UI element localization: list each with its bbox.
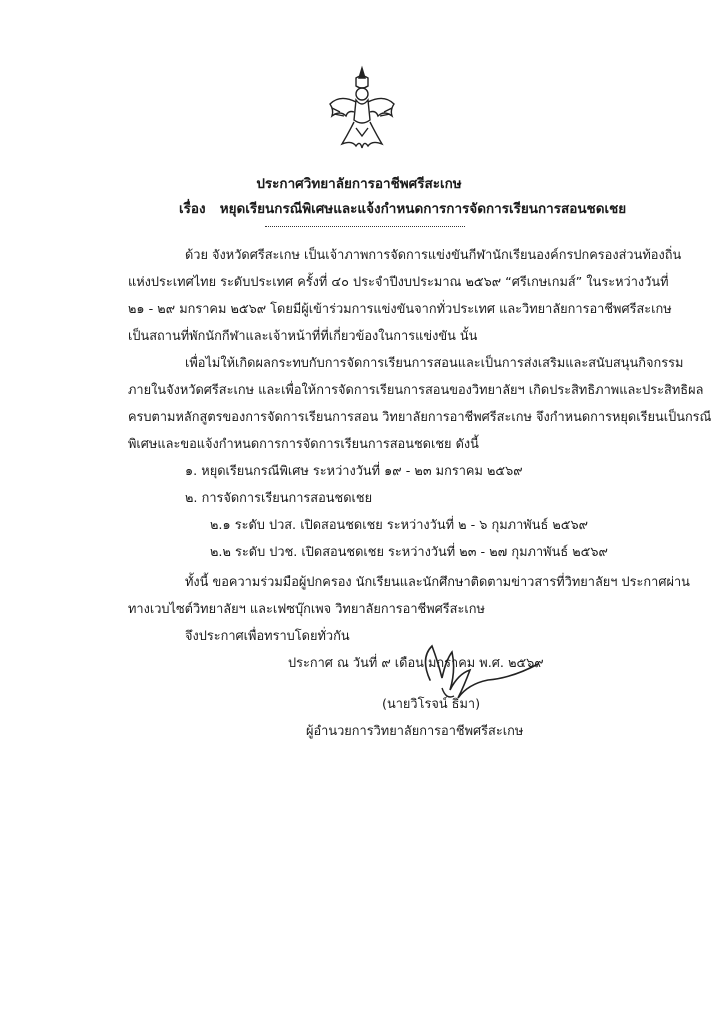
sub-list-item: ๒.๒ ระดับ ปวช. เปิดสอนชดเชย ระหว่างวันที่ ๒๓ - ๒๗ กุมภาพันธ์ ๒๕๖๙ (210, 545, 608, 560)
para1-line: ด้วย จังหวัดศรีสะเกษ เป็นเจ้าภาพการจัดการแข่งขันกีฬานักเรียนองค์กรปกครองส่วนท้องถิ่น (185, 248, 682, 263)
garuda-emblem-icon (326, 64, 398, 152)
para2-line: พิเศษและขอแจ้งกำหนดการการจัดการเรียนการสอนชดเชย ดังนี้ (128, 437, 479, 452)
closing-text: จึงประกาศเพื่อทราบโดยทั่วกัน (185, 629, 350, 644)
subject-label: เรื่อง (179, 201, 206, 217)
subject-text: หยุดเรียนกรณีพิเศษและแจ้งกำหนดการการจัดการเรียนการสอนชดเชย (219, 201, 627, 217)
signer-name: (นายวิโรจน์ ธิมา) (382, 697, 481, 712)
para3-line: ทางเวบไซต์วิทยาลัยฯ และเฟซบุ๊กเพจ วิทยาลัยการอาชีพศรีสะเกษ (128, 602, 485, 617)
para3-line: ทั้งนี้ ขอความร่วมมือผู้ปกครอง นักเรียนและนักศึกษาติดตามข่าวสารที่วิทยาลัยฯ ประกาศผ่าน (185, 575, 690, 590)
para2-line: ครบตามหลักสูตรของการจัดการเรียนการสอน วิทยาลัยการอาชีพศรีสะเกษ จึงกำหนดการหยุดเรียนเป็นกรณี (128, 410, 712, 425)
para1-line: เป็นสถานที่พักนักกีฬาและเจ้าหน้าที่ที่เกี่ยวข้องในการแข่งขัน นั้น (128, 329, 478, 344)
list-item: ๑. หยุดเรียนกรณีพิเศษ ระหว่างวันที่ ๑๙ - ๒๓ มกราคม ๒๕๖๙ (185, 464, 523, 479)
subject-line (179, 197, 626, 219)
para1-line: ๒๑ - ๒๙ มกราคม ๒๕๖๙ โดยมีผู้เข้าร่วมการแข่งขันจากทั่วประเทศ และวิทยาลัยการอาชีพศรีสะเกษ (128, 302, 672, 317)
divider-dots (265, 226, 465, 227)
para1-line: แห่งประเทศไทย ระดับประเทศ ครั้งที่ ๔๐ ประจำปีงบประมาณ ๒๕๖๙ “ศรีเกษเกมส์” ในระหว่างวันที่ (128, 275, 669, 290)
signer-position: ผู้อำนวยการวิทยาลัยการอาชีพศรีสะเกษ (306, 724, 524, 739)
document-title: ประกาศวิทยาลัยการอาชีพศรีสะเกษ (256, 176, 462, 192)
para2-line: ภายในจังหวัดศรีสะเกษ และเพื่อให้การจัดการเรียนการสอนของวิทยาลัยฯ เกิดประสิทธิภาพและประสิทธิผล (128, 383, 704, 398)
sub-list-item: ๒.๑ ระดับ ปวส. เปิดสอนชดเชย ระหว่างวันที่ ๒ - ๖ กุมภาพันธ์ ๒๕๖๙ (210, 518, 588, 533)
announcement-date: ประกาศ ณ วันที่ ๙ เดือน มกราคม พ.ศ. ๒๕๖๙ (288, 656, 544, 671)
list-item: ๒. การจัดการเรียนการสอนชดเชย (185, 491, 373, 506)
para2-line: เพื่อไม่ให้เกิดผลกระทบกับการจัดการเรียนการสอนและเป็นการส่งเสริมและสนับสนุนกิจกรรม (185, 356, 684, 371)
